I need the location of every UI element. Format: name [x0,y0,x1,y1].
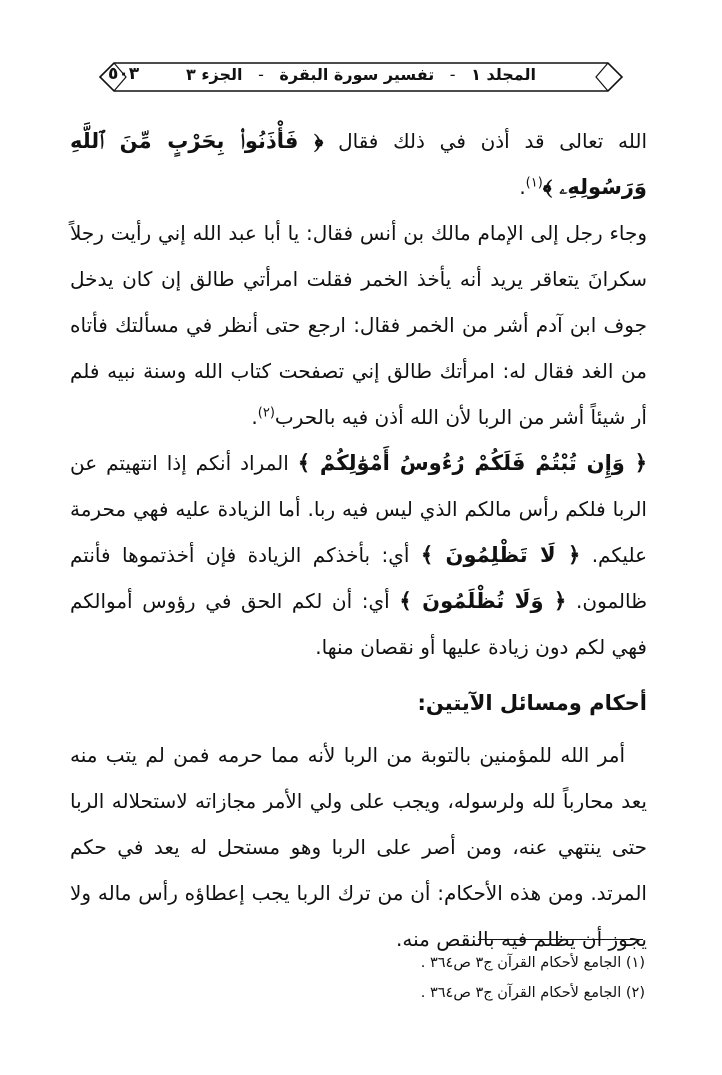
paragraph [70,440,647,670]
footnotes [200,948,645,1008]
section-heading: أحكام ومسائل الآيتين: [417,691,647,715]
footnote: (٢) الجامع لأحكام القرآن ج٣ ص٣٦٤ . [420,985,645,1001]
quran-verse: ﴿ وَلَا تُظْلَمُونَ ﴾ [399,589,567,613]
quran-verse: ﴿ فَأْذَنُوا۟ بِحَرْبٍ مِّنَ ٱللَّهِ وَرَسُولِهِۦ ﴾ [70,129,647,199]
quran-verse: ﴿ وَإِن تُبْتُمْ فَلَكُمْ رُءُوسُ أَمْوَٰلِكُمْ ﴾ [297,451,647,475]
footnote-ref: (١) [525,175,543,191]
running-header [92,57,630,97]
main-text [70,118,647,962]
header-separator: - [258,65,264,84]
header-title: تفسير سورة البقرة [279,65,435,84]
footnote-divider [478,939,643,940]
text-run: أمر الله للمؤمنين بالتوبة من الربا لأنه مما حرمه فمن لم يتب منه يعد محارباً لله ولرسوله، ويجب على ولي الأمر مجازاته لاستحلاله الربا حتى ينتهي عنه، ومن أصر على الربا وهو مستحل له يعد في حكم المرتد. ومن هذه الأحكام: أن من ترك الربا يجب إعطاؤه رأس ماله ولا يجوز أن يظلم فيه بالنقص منه. [70,743,647,951]
paragraph [70,118,647,210]
paragraph [70,732,647,962]
text-run: . [251,405,258,429]
text-run: أي: بأخذكم الزيادة فإن أخذتموها فأنتم ظالمون. [70,543,648,613]
text-run: أي: أن لكم الحق في رؤوس أموالكم فهي لكم دون زيادة عليها أو نقصان منها. [70,589,647,659]
text-run: وجاء رجل إلى الإمام مالك بن أنس فقال: يا أبا عبد الله إني رأيت رجلاً سكرانَ يتعاقر يريد أنه يأخذ الخمر فقلت امرأتي طالق إن كان يدخل جوف ابن آدم أشر من الخمر فقال: ارجع حتى أنظر في مسألتك فأتاه من الغد فقال له: امرأتك طالق إني تصفحت كتاب الله وسنة نبيه فلم أر شيئاً أشر من الربا لأن الله أذن فيه بالحرب [70,221,647,429]
page-number: ٥٠٣ [108,64,140,84]
text-run: . [519,175,526,199]
quran-verse: ﴿ لَا تَظْلِمُونَ ﴾ [420,543,581,567]
footnote-ref: (٢) [257,405,275,421]
header-part: الجزء ٣ [185,65,243,84]
header-volume: المجلد ١ [471,65,537,84]
header-separator: - [449,65,456,84]
header-text [92,65,630,84]
footnote: (١) الجامع لأحكام القرآن ج٣ ص٣٦٤ . [420,955,645,971]
text-run: المراد أنكم إذا انتهيتم عن الربا فلكم رأس مالكم الذي ليس فيه ربا. أما الزيادة عليه فهي محرمة عليكم. [70,451,648,567]
text-run: الله تعالى قد أذن في ذلك فقال [338,129,648,153]
paragraph [70,210,647,440]
